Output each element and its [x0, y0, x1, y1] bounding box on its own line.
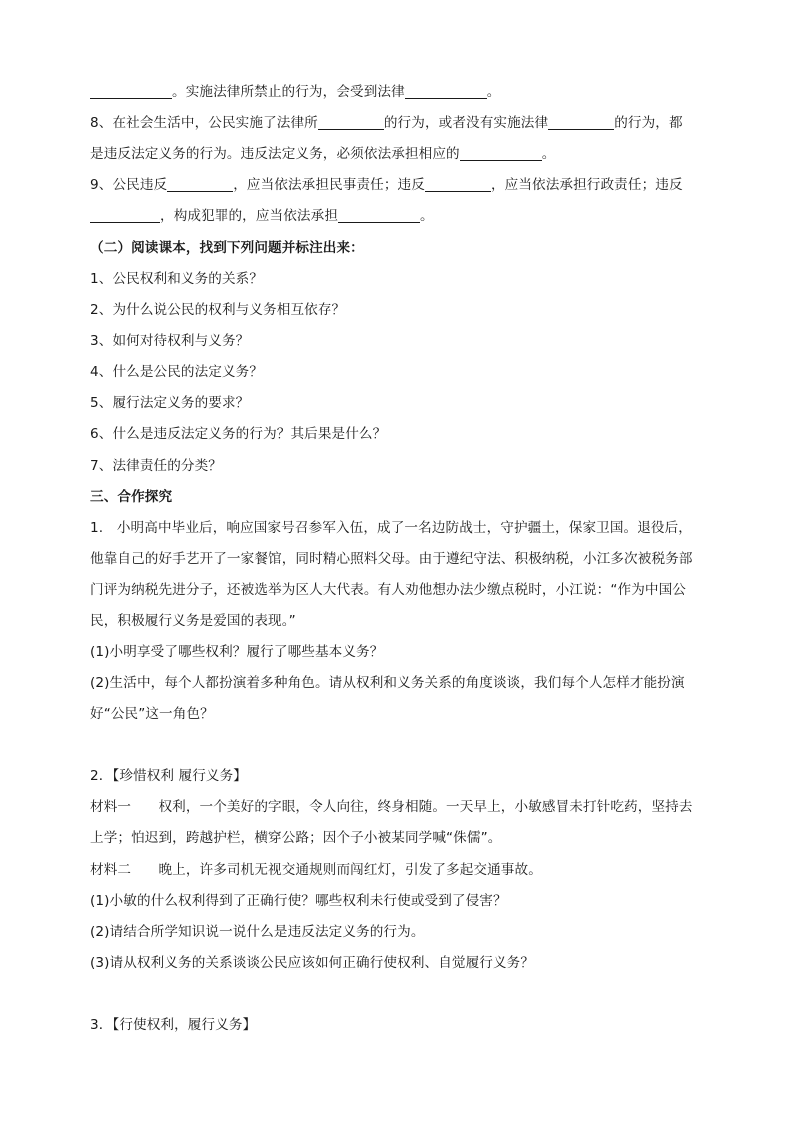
reading-question: 3、如何对待权利与义务？ — [90, 333, 250, 349]
reading-question: 4、什么是公民的法定义务？ — [90, 364, 264, 380]
case-1-text: 1. 小明高中毕业后，响应国家号召参军入伍，成了一名边防战士，守护疆土，保家卫国。退役后， — [90, 520, 692, 536]
case-2-question-2: (2)请结合所学知识说一说什么是违反法定义务的行为。 — [90, 924, 425, 940]
reading-question: 5、履行法定义务的要求？ — [90, 395, 250, 411]
fill-in-line-continued: 。实施法律所禁止的行为，会受到法律 。 — [90, 82, 710, 102]
case-2-question-1: (1)小敏的什么权利得到了正确行使？哪些权利未行使或受到了侵害？ — [90, 893, 507, 909]
case-1-text: 民，积极履行义务是爱国的表现。” — [90, 613, 296, 629]
question-9-line-1: 9、公民违反 ，应当依法承担民事责任；违反 ，应当依法承担行政责任；违反 — [90, 177, 683, 193]
answer-blank[interactable] — [318, 115, 384, 130]
case-2-title: 2．【珍惜权利 履行义务】 — [90, 768, 248, 784]
reading-question: 7、法律责任的分类？ — [90, 458, 222, 474]
reading-heading: （二）阅读课本，找到下列问题并标注出来： — [90, 240, 364, 256]
answer-blank[interactable] — [338, 208, 420, 223]
case-1-text: 他靠自己的好手艺开了一家餐馆，同时精心照料父母。由于遵纪守法、积极纳税，小江多次被税务部 — [90, 551, 693, 567]
answer-blank[interactable] — [405, 84, 487, 99]
section-heading: 三、合作探究 — [90, 489, 173, 505]
case-2-material-2: 材料二 晚上，许多司机无视交通规则而闯红灯，引发了多起交通事故。 — [90, 862, 542, 878]
case-1-question-2: (2)生活中，每个人都扮演着多种角色。请从权利和义务关系的角度谈谈，我们每个人怎样才能扮演 — [90, 675, 685, 691]
case-1-question-1: (1)小明享受了哪些权利？履行了哪些基本义务？ — [90, 644, 384, 660]
case-1-question-2: 好“公民”这一角色？ — [90, 706, 214, 722]
answer-blank[interactable] — [548, 115, 614, 130]
case-2-material-1: 材料一 权利，一个美好的字眼，令人向往，终身相随。一天早上，小敏感冒未打针吃药，坚持去 — [90, 799, 693, 815]
case-2-question-3: (3)请从权利义务的关系谈谈公民应该如何正确行使权利、自觉履行义务？ — [90, 955, 535, 971]
question-9-line-2: ，构成犯罪的，应当依法承担 。 — [90, 206, 710, 226]
reading-question: 6、什么是违反法定义务的行为？其后果是什么？ — [90, 426, 387, 442]
answer-blank[interactable] — [425, 177, 491, 192]
reading-question: 2、为什么说公民的权利与义务相互依存？ — [90, 302, 346, 318]
answer-blank[interactable] — [90, 84, 172, 99]
question-8-line-1: 8、在社会生活中，公民实施了法律所 的行为，或者没有实施法律 的行为，都 — [90, 115, 683, 131]
answer-blank[interactable] — [460, 146, 542, 161]
answer-blank[interactable] — [167, 177, 233, 192]
answer-blank[interactable] — [90, 208, 160, 223]
question-8-line-2: 是违反法定义务的行为。违反法定义务，必须依法承担相应的 。 — [90, 146, 556, 162]
reading-question: 1、公民权利和义务的关系？ — [90, 271, 264, 287]
case-1-text: 门评为纳税先进分子，还被选举为区人大代表。有人劝他想办法少缴点税时，小江说：“作为中国公 — [90, 582, 686, 598]
case-3-title: 3．【行使权利，履行义务】 — [90, 1017, 257, 1033]
case-2-material-1: 上学；怕迟到，跨越护栏，横穿公路；因个子小被某同学喊“侏儒”。 — [90, 830, 502, 846]
